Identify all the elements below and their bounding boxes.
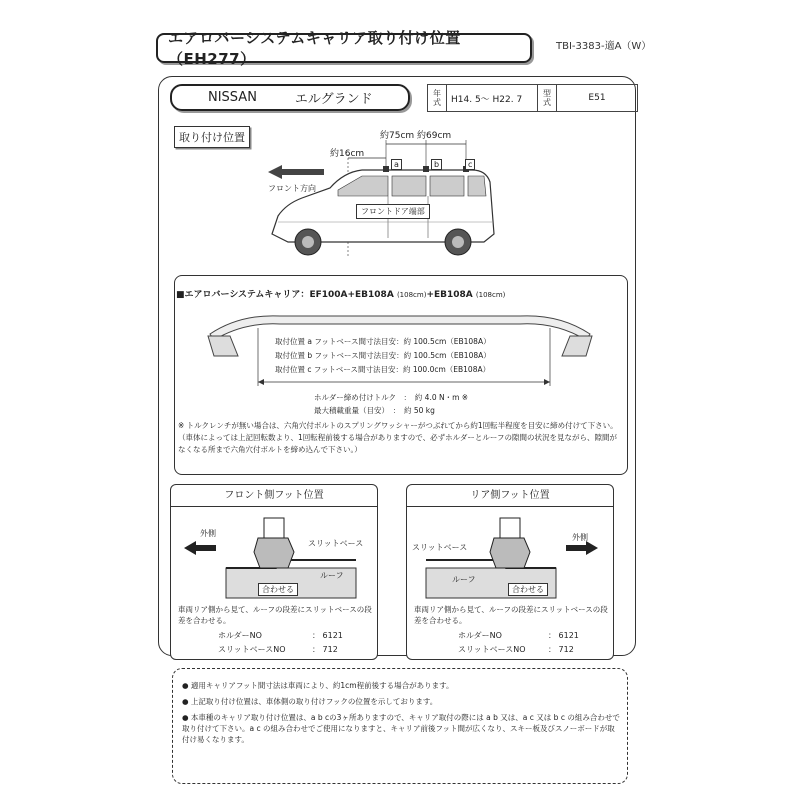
front-foot-title: フロント側フット位置 xyxy=(171,485,377,507)
rear-holder-label: ホルダーNO xyxy=(458,631,502,640)
rear-outside-label: 外側 xyxy=(572,533,588,542)
vehicle-model: エルグランド xyxy=(294,92,373,107)
year-value: H14. 5〜 H22. 7 xyxy=(447,85,538,112)
front-foot-description: 車両リア側から見て、ルーフの段差にスリットベースの段差を合わせる。 xyxy=(178,605,372,625)
front-roof-label: ルーフ xyxy=(320,571,344,580)
note-item-2: ● 上記取り付け位置は、車体側の取り付けフックの位置を示しております。 xyxy=(182,697,438,706)
note-item-1: ● 適用キャリアフット間寸法は車両により、約1cm程前後する場合があります。 xyxy=(182,681,454,690)
foot-b-tag: b xyxy=(431,159,442,170)
dimension-front: 約16cm xyxy=(330,149,365,159)
rear-holder-no: ： 6121 xyxy=(548,631,579,640)
vehicle-maker: NISSAN xyxy=(208,90,257,105)
foot-a-tag: a xyxy=(391,159,402,170)
foot-c-tag: c xyxy=(465,159,475,170)
rear-align-label: 合わせる xyxy=(508,583,548,596)
front-align-label: 合わせる xyxy=(258,583,298,596)
page-title xyxy=(156,29,532,68)
car-side-illustration xyxy=(258,138,508,268)
document-id: TBI-3383-適A（W） xyxy=(556,41,652,52)
carrier-plus: + xyxy=(426,290,434,300)
front-door-end-label: フロントドア端部 xyxy=(356,204,430,219)
rear-slit-base-label: スリットベース xyxy=(412,543,468,552)
distance-c: 取付位置 c フットベース間寸法目安：約 100.0cm（EB108A） xyxy=(275,365,491,374)
front-slit-no: ： 712 xyxy=(312,645,338,654)
type-label: 型式 xyxy=(538,85,557,112)
carrier-prefix: ■エアロバーシステムキャリア： xyxy=(176,290,310,300)
front-outside-label: 外側 xyxy=(200,529,216,538)
front-holder-no: ： 6121 xyxy=(312,631,343,640)
front-direction-arrow-icon xyxy=(266,164,326,180)
front-holder-label: ホルダーNO xyxy=(218,631,262,640)
note-item-3: ● 本車種のキャリア取り付け位置は、a b cの3ヶ所ありますので、キャリア取付の際には a b 又は、a c 又は b c の組み合わせで取り付けて下さい。a c の組み合わせでご使用になりますと、キャリア前後フット間が広くなり、スキー板及びスノーボードが取付け易くなります。 xyxy=(182,713,620,744)
front-slit-base-label: スリットベース xyxy=(308,539,364,548)
rear-roof-label: ルーフ xyxy=(452,575,476,584)
max-load: 最大積載重量（目安） ： 約 50 kg xyxy=(314,406,435,415)
front-slit-label: スリットベースNO xyxy=(218,645,286,654)
carrier-model-1: EF100A+EB108A xyxy=(309,290,394,300)
carrier-len-1: (108cm) xyxy=(396,291,427,299)
year-label: 年式 xyxy=(428,85,447,112)
vehicle-spec-table xyxy=(427,84,638,112)
carrier-model-line xyxy=(176,287,505,300)
distance-a: 取付位置 a フットベース間寸法目安：約 100.5cm（EB108A） xyxy=(275,337,491,346)
type-value: E51 xyxy=(557,85,638,112)
torque-note: ※ トルクレンチが無い場合は、六角穴付ボルトのスプリングワッシャーがつぶれてから約1回転半程度を目安に締め付けて下さい。（車体によっては上記回転数より、1回転程前後する場合がありますので、必ずホルダーとルーフの隙間の状況を見ながら、隙間がなくなる所まで六角穴付ボルトを締め込んで下さい。） xyxy=(178,421,618,454)
front-direction-label: フロント方向 xyxy=(268,184,316,193)
carrier-len-2: (108cm) xyxy=(475,291,506,299)
rear-foot-title: リア側フット位置 xyxy=(407,485,613,507)
rear-slit-label: スリットベースNO xyxy=(458,645,526,654)
title-text: エアロバーシステムキャリア取り付け位置（EH277） xyxy=(168,29,461,68)
dimension-b-c: 約75cm 約69cm xyxy=(380,131,452,141)
rear-slit-no: ： 712 xyxy=(548,645,574,654)
vehicle-name-box xyxy=(170,84,410,111)
distance-b: 取付位置 b フットベース間寸法目安：約 100.5cm（EB108A） xyxy=(275,351,491,360)
rear-foot-description: 車両リア側から見て、ルーフの段差にスリットベースの段差を合わせる。 xyxy=(414,605,608,625)
holder-torque: ホルダー締め付けトルク ： 約 4.0 N・m ※ xyxy=(314,393,469,402)
position-label: 取り付け位置 xyxy=(174,126,250,148)
carrier-model-2: EB108A xyxy=(433,290,473,300)
